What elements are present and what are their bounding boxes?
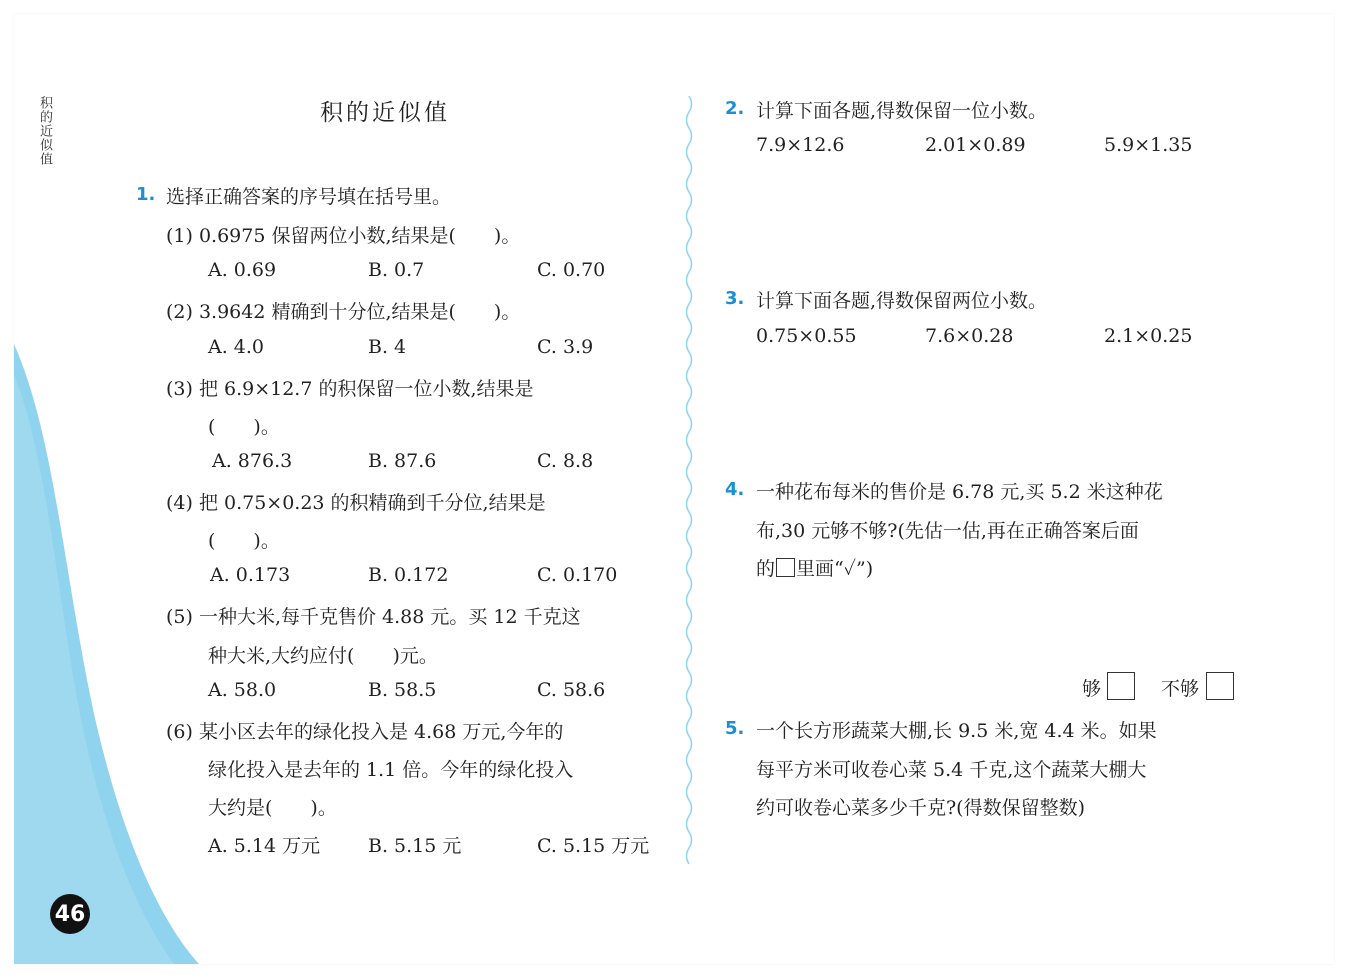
q1-item4-option-c: C. 0.170 — [537, 564, 618, 586]
q1-item2-text: (2) 3.9642 精确到十分位,结果是( )。 — [166, 301, 521, 323]
q1-item1-text: (1) 0.6975 保留两位小数,结果是( )。 — [166, 225, 521, 247]
q1-item5-option-b: B. 58.5 — [368, 679, 437, 701]
q2-number: 2. — [725, 98, 745, 119]
not-enough-checkbox[interactable] — [1206, 672, 1234, 700]
q1-item4-text-cont: ( )。 — [208, 530, 280, 552]
q1-item4-text: (4) 把 0.75×0.23 的积精确到千分位,结果是 — [166, 492, 546, 514]
inline-answer-box-icon — [776, 558, 795, 577]
q4-text-line2: 布,30 元够不够?(先估一估,再在正确答案后面 — [756, 520, 1139, 542]
q1-item5-text: (5) 一种大米,每千克售价 4.88 元。买 12 千克这 — [166, 606, 581, 628]
q1-item5-option-c: C. 58.6 — [537, 679, 606, 701]
q1-item6-option-a: A. 5.14 万元 — [208, 835, 321, 857]
q1-item3-option-a: A. 876.3 — [212, 450, 293, 472]
q1-item3-text-cont: ( )。 — [208, 416, 280, 438]
q2-expr-3: 5.9×1.35 — [1104, 134, 1193, 156]
q5-number: 5. — [725, 718, 745, 739]
q1-item3-option-c: C. 8.8 — [537, 450, 594, 472]
q1-item2-option-c: C. 3.9 — [537, 336, 594, 358]
q1-item6-option-c: C. 5.15 万元 — [537, 835, 650, 857]
workbook-page — [14, 14, 1334, 964]
q1-item1-option-c: C. 0.70 — [537, 259, 606, 281]
q3-expr-3: 2.1×0.25 — [1104, 325, 1193, 347]
q1-stem: 选择正确答案的序号填在括号里。 — [166, 186, 452, 208]
q1-number: 1. — [136, 184, 156, 205]
q1-item2-option-b: B. 4 — [368, 336, 407, 358]
q4-text-line1: 一种花布每米的售价是 6.78 元,买 5.2 米这种花 — [756, 481, 1163, 503]
q4-text-line3-prefix: 的 — [756, 558, 776, 580]
q1-item6-text: (6) 某小区去年的绿化投入是 4.68 万元,今年的 — [166, 721, 564, 743]
q3-number: 3. — [725, 288, 745, 309]
q1-item3-option-b: B. 87.6 — [368, 450, 437, 472]
center-divider — [682, 96, 696, 866]
q2-expr-2: 2.01×0.89 — [925, 134, 1026, 156]
q1-item4-option-a: A. 0.173 — [210, 564, 291, 586]
q1-item3-text: (3) 把 6.9×12.7 的积保留一位小数,结果是 — [166, 378, 534, 400]
q4-text-line3-suffix: 里画“✓”) — [796, 558, 874, 580]
side-chapter-title: 积的近似值 — [37, 96, 52, 166]
q1-item6-option-b: B. 5.15 元 — [368, 835, 462, 857]
page-title: 积的近似值 — [320, 100, 450, 126]
q2-expr-1: 7.9×12.6 — [756, 134, 845, 156]
enough-checkbox[interactable] — [1107, 672, 1135, 700]
q3-expr-1: 0.75×0.55 — [756, 325, 857, 347]
q5-text-line3: 约可收卷心菜多少千克?(得数保留整数) — [756, 797, 1086, 819]
q1-item5-option-a: A. 58.0 — [208, 679, 277, 701]
q5-text-line2: 每平方米可收卷心菜 5.4 千克,这个蔬菜大棚大 — [756, 759, 1147, 781]
q3-stem: 计算下面各题,得数保留两位小数。 — [756, 290, 1048, 312]
q4-number: 4. — [725, 479, 745, 500]
q3-expr-2: 7.6×0.28 — [925, 325, 1014, 347]
q1-item5-text-cont: 种大米,大约应付( )元。 — [208, 645, 438, 667]
q2-stem: 计算下面各题,得数保留一位小数。 — [756, 100, 1048, 122]
q4-text-line3 — [756, 554, 873, 581]
enough-label: 够 — [1082, 678, 1102, 700]
q5-text-line1: 一个长方形蔬菜大棚,长 9.5 米,宽 4.4 米。如果 — [756, 720, 1157, 742]
q1-item2-option-a: A. 4.0 — [208, 336, 265, 358]
page-number: 46 — [50, 894, 90, 934]
q1-item1-option-b: B. 0.7 — [368, 259, 425, 281]
q1-item1-option-a: A. 0.69 — [208, 259, 277, 281]
q1-item4-option-b: B. 0.172 — [368, 564, 449, 586]
q1-item6-text-cont: 绿化投入是去年的 1.1 倍。今年的绿化投入 — [208, 759, 574, 781]
not-enough-label: 不够 — [1161, 678, 1200, 700]
q1-item6-text-cont2: 大约是( )。 — [208, 797, 337, 819]
